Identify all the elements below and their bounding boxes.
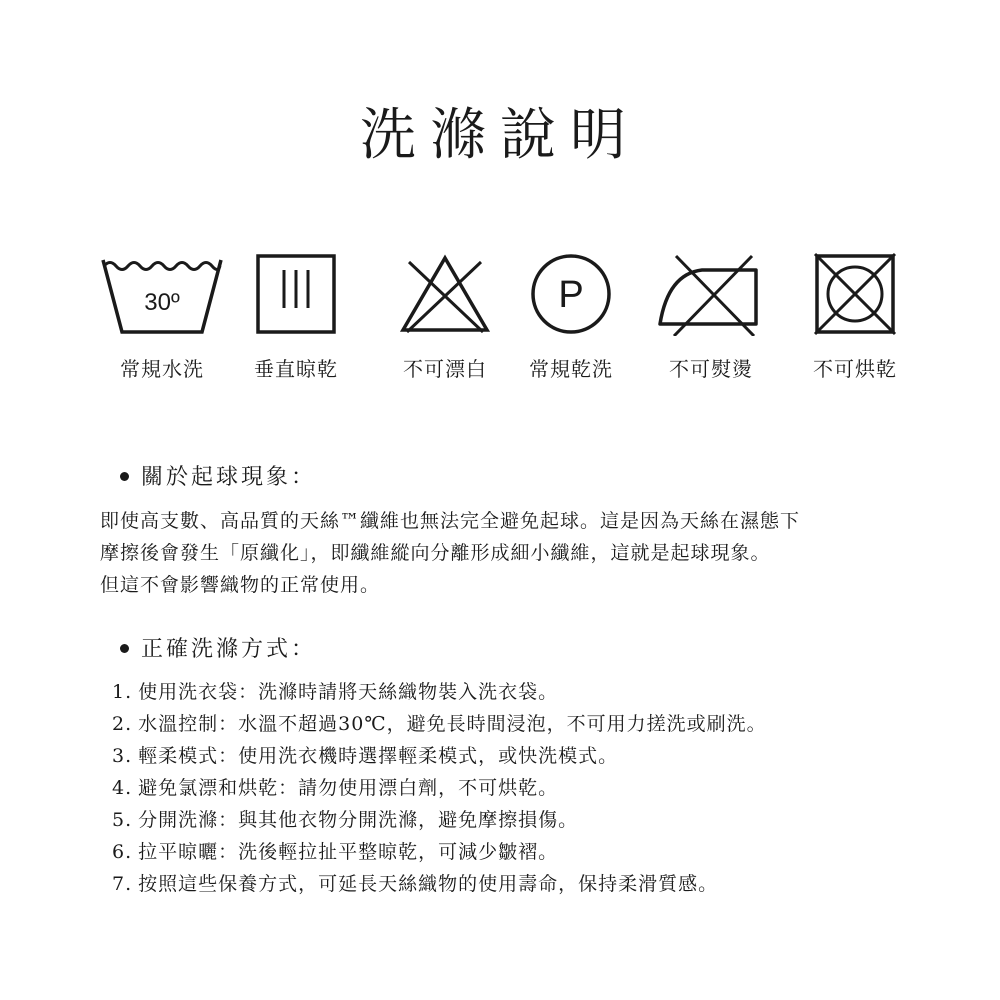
- dry-clean-p-icon: [528, 252, 614, 336]
- page-title: 洗滌說明: [360, 103, 640, 168]
- care-icon-wash: [87, 252, 237, 384]
- step-number: 2.: [112, 713, 133, 735]
- step-text: 水溫控制：水溫不超過30℃，避免長時間浸泡，不可用力搓洗或刷洗。: [138, 713, 767, 735]
- no-tumble-dry-icon: [813, 252, 897, 336]
- care-label-no-iron: 不可熨燙: [669, 357, 753, 381]
- step-text: 按照這些保養方式，可延長天絲織物的使用壽命，保持柔滑質感。: [138, 873, 719, 895]
- care-label-no-bleach: 不可漂白: [403, 357, 487, 381]
- care-label-wash: 常規水洗: [120, 357, 204, 381]
- no-bleach-icon: [395, 252, 495, 336]
- list-item: [112, 868, 952, 900]
- washing-heading-text: 正確洗滌方式：: [141, 637, 317, 662]
- care-icon-no-iron: [636, 252, 786, 384]
- wash-temperature: 30º: [144, 289, 180, 316]
- care-icon-no-tumble-dry: [780, 252, 930, 384]
- care-icons-row: [0, 252, 1000, 392]
- care-label-no-tumble-dry: 不可烘乾: [813, 357, 897, 381]
- list-item: [112, 740, 952, 772]
- list-item: [112, 836, 952, 868]
- care-icon-dry-clean: [496, 252, 646, 384]
- wash-tub-30-icon: [100, 252, 224, 336]
- list-item: [112, 804, 952, 836]
- step-text: 分開洗滌：與其他衣物分開洗滌，避免摩擦損傷。: [138, 809, 579, 831]
- step-number: 7.: [112, 873, 133, 895]
- list-item: [112, 772, 952, 804]
- step-number: 6.: [112, 841, 133, 863]
- step-text: 拉平晾曬：洗後輕拉扯平整晾乾，可減少皺褶。: [138, 841, 559, 863]
- washing-heading: [120, 634, 316, 666]
- pilling-heading-text: 關於起球現象：: [141, 465, 317, 490]
- care-icon-drip-dry: [221, 252, 371, 384]
- care-label-drip-dry: 垂直晾乾: [254, 357, 338, 381]
- pilling-line: 即使高支數、高品質的天絲™纖維也無法完全避免起球。這是因為天絲在濕態下: [100, 510, 801, 532]
- pilling-line: 摩擦後會發生「原纖化」，即纖維縱向分離形成細小纖維，這就是起球現象。: [100, 542, 771, 564]
- dry-clean-letter: P: [558, 274, 584, 316]
- step-text: 輕柔模式：使用洗衣機時選擇輕柔模式，或快洗模式。: [138, 745, 619, 767]
- pilling-line: 但這不會影響織物的正常使用。: [100, 574, 381, 596]
- list-item: [112, 708, 952, 740]
- bullet-icon: [120, 472, 129, 481]
- step-number: 4.: [112, 777, 133, 799]
- washing-steps-list: [112, 676, 952, 900]
- step-text: 避免氯漂和烘乾：請勿使用漂白劑，不可烘乾。: [138, 777, 559, 799]
- bullet-icon: [120, 644, 129, 653]
- drip-dry-icon: [254, 252, 338, 336]
- step-number: 5.: [112, 809, 133, 831]
- list-item: [112, 676, 952, 708]
- pilling-heading: [120, 462, 316, 494]
- step-number: 3.: [112, 745, 133, 767]
- pilling-paragraph: [100, 505, 920, 601]
- no-iron-icon: [656, 252, 766, 336]
- step-text: 使用洗衣袋：洗滌時請將天絲織物裝入洗衣袋。: [138, 681, 559, 703]
- care-label-dry-clean: 常規乾洗: [529, 357, 613, 381]
- step-number: 1.: [112, 681, 133, 703]
